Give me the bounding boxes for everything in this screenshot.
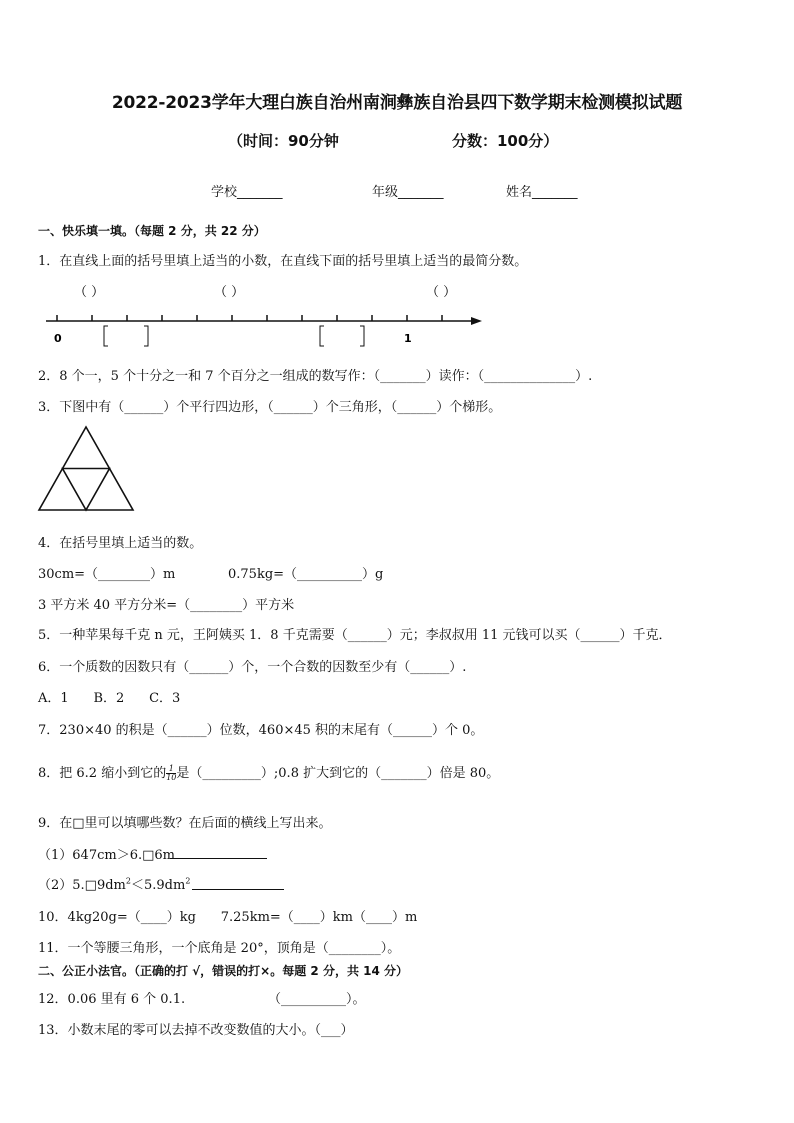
- paren-top-2: （ ）: [214, 285, 245, 300]
- q9-answer-line-1: [170, 858, 267, 859]
- question-1: 1．在直线上面的括号里填上适当的小数，在直线下面的括号里填上适当的最简分数。: [38, 254, 528, 269]
- bracket-bottom-2-left: [320, 326, 324, 346]
- bracket-bottom-2-right: [360, 326, 364, 346]
- question-12: 12．0.06 里有 6 个 0.1.: [38, 992, 186, 1007]
- question-7: 7．230×40 的积是（______）位数，460×45 积的末尾有（______）个 0。: [38, 723, 484, 738]
- question-10: 10．4kg20g=（____）kg 7.25km=（____）km（____）m: [38, 910, 418, 925]
- q4-line-1b: 0.75kg=（__________）g: [228, 567, 384, 582]
- q4-line-1a: 30cm=（________）m: [38, 567, 176, 582]
- fraction-denominator: 10: [166, 773, 177, 782]
- number-line-ticks: [57, 315, 442, 321]
- q9-part-1: （1）647cm＞6.□6m: [38, 848, 175, 863]
- label-one: 1: [404, 332, 412, 345]
- bracket-bottom-1-left: [104, 326, 108, 346]
- number-line: [0, 280, 794, 350]
- label-zero: 0: [54, 332, 62, 345]
- question-13: 13．小数末尾的零可以去掉不改变数值的大小。（___）: [38, 1023, 354, 1038]
- triangle-figure: [38, 426, 138, 516]
- q6-options: A．1 B．2 C．3: [38, 691, 181, 706]
- question-6: 6．一个质数的因数只有（______）个，一个合数的因数至少有（______）.: [38, 660, 467, 675]
- arrow-head-icon: [471, 317, 482, 325]
- q9-part-2a: （2）5.□9dm: [38, 878, 126, 893]
- paren-top-1: （ ）: [74, 285, 105, 300]
- question-2: 2．8 个一，5 个十分之一和 7 个百分之一组成的数写作：（_______）读作：（______________）.: [38, 369, 593, 384]
- q4-line-2: 3 平方米 40 平方分米=（________）平方米: [38, 598, 295, 613]
- question-4: 4．在括号里填上适当的数。: [38, 536, 203, 551]
- question-5: 5．一种苹果每千克 n 元，王阿姨买 1．8 千克需要（______）元；李叔叔用 11 元钱可以买（______）千克．: [38, 628, 672, 643]
- section-1-heading: 一、快乐填一填。（每题 2 分，共 22 分）: [38, 224, 266, 238]
- question-8: [38, 762, 499, 782]
- q9-sup-1: 2: [125, 876, 131, 886]
- paren-top-3: （ ）: [426, 285, 457, 300]
- q9-answer-line-2: [192, 889, 284, 890]
- bracket-bottom-1-right: [144, 326, 148, 346]
- exam-score: 分数：100分）: [452, 132, 559, 150]
- q12-blank: （__________）。: [268, 992, 366, 1007]
- school-field: 学校_______: [211, 185, 283, 200]
- fraction-numerator: 1: [168, 764, 174, 773]
- question-11: 11．一个等腰三角形，一个底角是 20°，顶角是（________）。: [38, 941, 401, 956]
- q9-part-2: [38, 874, 190, 893]
- q9-sup-2: 2: [185, 876, 191, 886]
- fraction-one-tenth: [166, 765, 176, 782]
- q9-part-2b: ＜5.9dm: [130, 878, 186, 893]
- exam-time: （时间：90分钟: [228, 132, 339, 150]
- section-2-heading: 二、公正小法官。（正确的打 √，错误的打×。每题 2 分，共 14 分）: [38, 964, 408, 978]
- q8-before: 8．把 6.2 缩小到它的: [38, 766, 167, 781]
- page-title: 2022-2023学年大理白族自治州南涧彝族自治县四下数学期末检测模拟试题: [111, 93, 683, 113]
- grade-field: 年级_______: [372, 185, 444, 200]
- question-3: 3．下图中有（______）个平行四边形，（______）个三角形，（______）个梯形。: [38, 400, 502, 415]
- q8-after: 是（_________）;0.8 扩大到它的（_______）倍是 80。: [176, 766, 500, 781]
- question-9: 9．在□里可以填哪些数？在后面的横线上写出来。: [38, 816, 332, 831]
- name-field: 姓名_______: [506, 185, 578, 200]
